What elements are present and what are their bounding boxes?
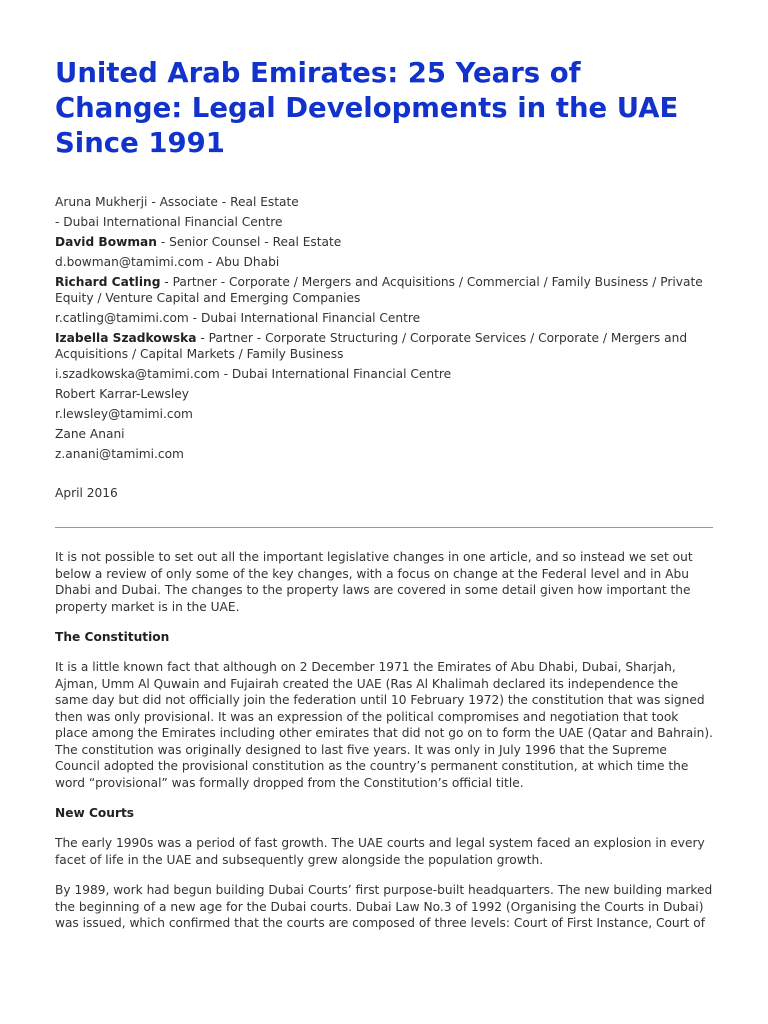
author-entry	[55, 274, 713, 326]
publication-date: April 2016	[55, 486, 118, 500]
body-paragraph: By 1989, work had begun building Dubai Courts’ first purpose-built headquarters. The new building marked the beginning of a new age for the Dubai courts. Dubai Law No.3 of 1992 (Organising the Courts in Dubai) was issued, which confirmed that the courts are composed of three levels: Court of First Instance, Court of	[55, 883, 713, 930]
author-role: - Partner - Corporate Structuring / Corporate Services / Corporate / Mergers and Acquisitions / Capital Markets / Family Business	[55, 331, 688, 361]
author-entry	[55, 386, 713, 422]
section-heading: The Constitution	[55, 630, 170, 644]
author-name: David Bowman	[55, 235, 157, 249]
author-contact: - Dubai International Financial Centre	[55, 215, 283, 229]
author-entry	[55, 194, 713, 230]
author-entry	[55, 426, 713, 462]
author-contact: r.catling@tamimi.com - Dubai International Financial Centre	[55, 311, 421, 325]
section-heading: New Courts	[55, 806, 135, 820]
author-role: - Partner - Corporate / Mergers and Acquisitions / Commercial / Family Business / Private Equity / Venture Capital and Emerging Companies	[55, 275, 703, 305]
author-role: - Associate - Real Estate	[147, 195, 299, 209]
author-contact: z.anani@tamimi.com	[55, 447, 184, 461]
author-name: Aruna Mukherji	[55, 195, 148, 209]
intro-paragraph: It is not possible to set out all the important legislative changes in one article, and so instead we set out below a review of only some of the key changes, with a focus on change at the Federal level and in Abu Dhabi and Dubai. The changes to the property laws are covered in some detail given how important the property market is in the UAE.	[55, 550, 693, 614]
author-contact: r.lewsley@tamimi.com	[55, 407, 193, 421]
article-title: United Arab Emirates: 25 Years of Change: Legal Developments in the UAE Since 1991	[55, 57, 679, 159]
divider	[55, 527, 713, 528]
body-paragraph: The early 1990s was a period of fast growth. The UAE courts and legal system faced an explosion in every facet of life in the UAE and subsequently grew alongside the population growth.	[55, 836, 705, 867]
author-name: Richard Catling	[55, 275, 161, 289]
article-body	[55, 549, 713, 932]
author-list	[55, 194, 713, 462]
author-entry	[55, 234, 713, 270]
author-name: Zane Anani	[55, 427, 125, 441]
author-contact: i.szadkowska@tamimi.com - Dubai International Financial Centre	[55, 367, 452, 381]
author-role: - Senior Counsel - Real Estate	[156, 235, 342, 249]
author-name: Izabella Szadkowska	[55, 331, 197, 345]
body-paragraph: It is a little known fact that although on 2 December 1971 the Emirates of Abu Dhabi, Dubai, Sharjah, Ajman, Umm Al Quwain and Fujairah created the UAE (Ras Al Khalimah declared its independence the same day but did not officially join the federation until 10 February 1972) the constitution that was signed then was only provisional. It was an expression of the political compromises and negotiation that took place among the Emirates including other emirates that did not go on to form the UAE (Qatar and Bahrain). The constitution was originally designed to last five years. It was only in July 1996 that the Supreme Council adopted the provisional constitution as the country’s permanent constitution, at which time the word “provisional” was formally dropped from the Constitution’s official title.	[55, 660, 714, 790]
author-entry	[55, 330, 713, 382]
author-name: Robert Karrar-Lewsley	[55, 387, 189, 401]
author-contact: d.bowman@tamimi.com - Abu Dhabi	[55, 255, 280, 269]
